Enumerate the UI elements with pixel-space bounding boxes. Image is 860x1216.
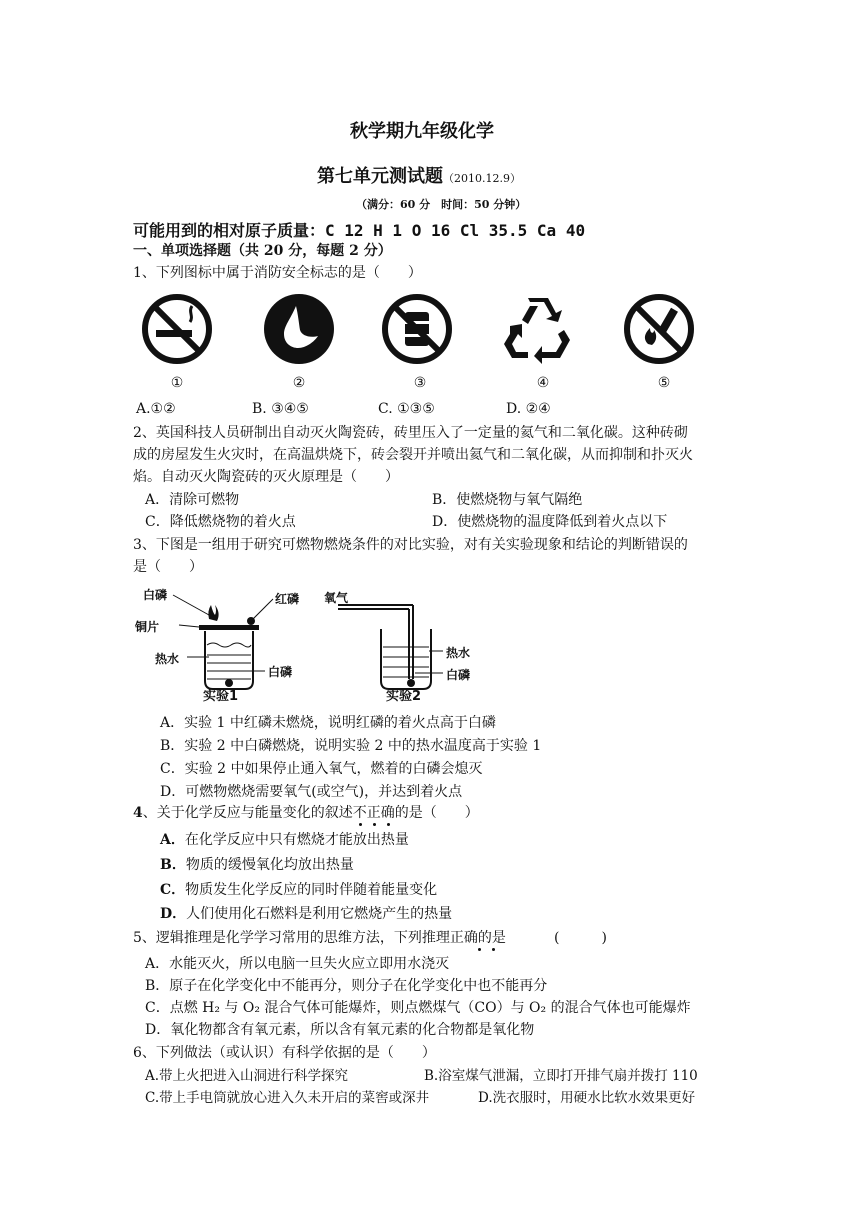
document-subtitle — [317, 162, 521, 188]
q4-stem — [133, 802, 479, 824]
icon-number-4: ④ — [536, 375, 550, 391]
q2-option-d: D．使燃烧物的温度降低到着火点以下 — [432, 514, 668, 530]
score-time-meta: （满分：60 分 时间：50 分钟） — [356, 198, 527, 211]
no-oil-drum-icon — [380, 292, 454, 366]
q5-stem: 5、逻辑推理是化学学习常用的思维方法，下列推理正确的是 — [133, 930, 506, 946]
q3-option-d: D．可燃物燃烧需要氧气(或空气)，并达到着火点 — [160, 784, 463, 800]
label-white-phosphorus-2: 白磷 — [268, 665, 293, 679]
option-label: B． — [160, 857, 186, 873]
subtitle-date: （2010.12.9） — [443, 172, 521, 185]
caption-experiment-2: 实验2 — [386, 689, 422, 704]
icon-number-1: ① — [170, 375, 184, 391]
option-text: 在化学反应中只有燃烧才能放出热量 — [184, 832, 409, 848]
label-red-phosphorus: 红磷 — [275, 592, 300, 606]
water-drop-icon — [262, 292, 336, 366]
emphasis-dot — [478, 948, 481, 951]
q2-line-1: 2、英国科技人员研制出自动灭火陶瓷砖，砖里压入了一定量的氦气和二氧化碳。这种砖砌 — [133, 425, 688, 441]
q6-option-c: C.带上手电筒就放心进入久未开启的菜窖或深井 — [145, 1090, 430, 1106]
q1-option-c: C. ①③⑤ — [378, 401, 435, 417]
emphasis-dot — [387, 823, 390, 826]
emphasis-dot — [492, 948, 495, 951]
q5-option-d: D．氧化物都含有氧元素，所以含有氧元素的化合物都是氧化物 — [145, 1022, 535, 1038]
label-oxygen: 氧气 — [324, 591, 349, 605]
q2-option-c: C．降低燃烧物的着火点 — [145, 514, 296, 530]
q4-option-a — [160, 829, 409, 851]
q1-stem: 1、下列图标中属于消防安全标志的是（ ） — [133, 265, 422, 281]
label-white-phosphorus: 白磷 — [143, 588, 168, 602]
option-text: 人们使用化石燃料是利用它燃烧产生的热量 — [186, 906, 453, 922]
subtitle-text: 第七单元测试题 — [317, 166, 443, 187]
q5-answer-paren: ( ) — [554, 930, 607, 946]
option-text: 物质发生化学反应的同时伴随着能量变化 — [185, 882, 438, 898]
emphasis-dot — [373, 823, 376, 826]
icon-number-3: ③ — [413, 375, 427, 391]
q4-number: 4 — [133, 805, 143, 821]
q5-option-c: C．点燃 H₂ 与 O₂ 混合气体可能爆炸，则点燃煤气（CO）与 O₂ 的混合气体也可能爆炸 — [145, 1000, 691, 1016]
label-copper-sheet: 铜片 — [135, 620, 160, 634]
section-title: 一、单项选择题（共 20 分，每题 2 分） — [133, 243, 392, 259]
label-white-phosphorus-3: 白磷 — [446, 668, 471, 682]
option-label: A． — [160, 832, 185, 848]
q1-option-d: D. ②④ — [506, 401, 551, 417]
q5-option-b: B．原子在化学变化中不能再分，则分子在化学变化中也不能再分 — [145, 978, 548, 994]
q4-option-d — [160, 903, 452, 925]
q6-stem: 6、下列做法（或认识）有科学依据的是（ ） — [133, 1045, 436, 1061]
q3-option-c: C．实验 2 中如果停止通入氧气，燃着的白磷会熄灭 — [160, 761, 483, 777]
icon-number-2: ② — [292, 375, 306, 391]
q6-option-a: A.带上火把进入山洞进行科学探究 — [145, 1068, 349, 1084]
q3-line-2: 是（ ） — [133, 559, 203, 575]
recycle-icon — [500, 292, 574, 366]
q3-option-a: A．实验 1 中红磷未燃烧，说明红磷的着火点高于白磷 — [160, 715, 496, 731]
document-title: 秋学期九年级化学 — [350, 121, 494, 142]
q2-option-a: A．清除可燃物 — [145, 492, 240, 508]
q5-option-a: A．水能灭火，所以电脑一旦失火应立即用水浇灭 — [145, 956, 450, 972]
label-hot-water-2: 热水 — [446, 646, 471, 660]
q4-option-c — [160, 879, 437, 901]
q2-option-b: B．使燃烧物与氧气隔绝 — [432, 492, 583, 508]
icon-number-5: ⑤ — [657, 375, 671, 391]
no-fire-icon — [622, 292, 696, 366]
q1-option-b: B. ③④⑤ — [252, 401, 309, 417]
emphasis-dot — [359, 823, 362, 826]
q2-line-2: 成的房屋发生火灾时，在高温烘烧下，砖会裂开并喷出氦气和二氧化碳，从而抑制和扑灭火 — [133, 447, 693, 463]
q1-option-a: A.①② — [136, 401, 176, 417]
label-hot-water-1: 热水 — [155, 652, 180, 666]
q4-option-b — [160, 854, 354, 876]
q4-stem-text: 、关于化学反应与能量变化的叙述不正确的是（ ） — [142, 805, 479, 821]
option-text: 物质的缓慢氧化均放出热量 — [185, 857, 354, 873]
experiment-figure — [133, 585, 493, 705]
q2-line-3: 焰。自动灭火陶瓷砖的灭火原理是（ ） — [133, 469, 399, 485]
option-label: D． — [160, 906, 187, 922]
q3-line-1: 3、下图是一组用于研究可燃物燃烧条件的对比实验，对有关实验现象和结论的判断错误的 — [133, 537, 688, 553]
atomic-masses: 可能用到的相对原子质量：C 12 H 1 O 16 Cl 35.5 Ca 40 — [133, 221, 586, 240]
no-smoking-icon — [140, 292, 214, 366]
q6-option-b: B.浴室煤气泄漏，立即打开排气扇并拨打 110 — [424, 1068, 698, 1084]
caption-experiment-1: 实验1 — [203, 689, 239, 704]
q3-option-b: B．实验 2 中白磷燃烧，说明实验 2 中的热水温度高于实验 1 — [160, 738, 542, 754]
option-label: C． — [160, 882, 186, 898]
q6-option-d: D.洗衣服时，用硬水比软水效果更好 — [478, 1090, 696, 1106]
